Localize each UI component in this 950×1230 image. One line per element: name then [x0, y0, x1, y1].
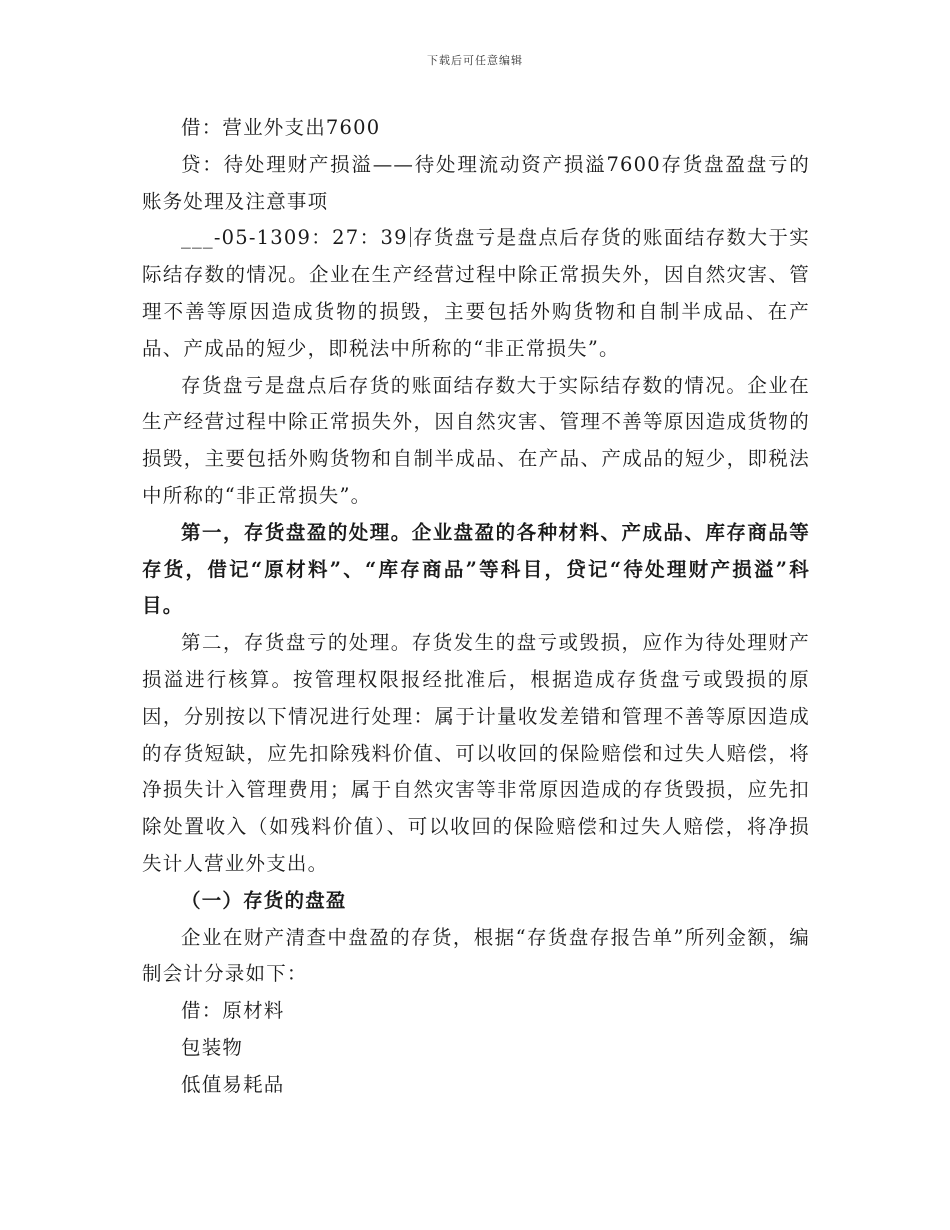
paragraph-debit-entry: 借：营业外支出7600	[181, 116, 381, 139]
paragraph-inventory-loss: 存货盘亏是盘点后存货的账面结存数大于实际结存数的情况。企业在生产经营过程中除正常损失外，因自然灾害、管理不善等原因造成货物的损毁，主要包括外购货物和自制半成品、在产品、产成品的短少，即税法中所称的“非正常损失”。	[142, 373, 810, 507]
paragraph-surplus-handling: 第一，存货盘盈的处理。企业盘盈的各种材料、产成品、库存商品等存货，借记“原材料”、“库存商品”等科目，贷记“待处理财产损溢”科目。	[142, 520, 810, 618]
intro-text: 存货盘亏是盘点后存货的账面结存数大于实际结存数的情况。企业在生产经营过程中除正常损失外，因自然灾害、管理不善等原因造成货物的损毁，主要包括外购货物和自制半成品、在产品、产成品的短少，即税法中所称的“非正常损失”。	[142, 226, 810, 360]
page-header: 下载后可任意编辑	[427, 54, 523, 67]
paragraph-loss-handling: 第二，存货盘亏的处理。存货发生的盘亏或毁损，应作为待处理财产损溢进行核算。按管理权限报经批准后，根据造成存货盘亏或毁损的原因，分别按以下情况进行处理：属于计量收发差错和管理不善等原因造成的存货短缺，应先扣除残料价值、可以收回的保险赔偿和过失人赔偿，将净损失计入管理费用；属于自然灾害等非常原因造成的存货毁损，应先扣除处置收入（如残料价值）、可以收回的保险赔偿和过失人赔偿，将净损失计人营业外支出。	[142, 631, 810, 875]
paragraph-surplus-entry: 企业在财产清查中盘盈的存货，根据“存货盘存报告单”所列金额，编制会计分录如下：	[142, 925, 810, 986]
paragraph-timestamp-intro	[142, 220, 810, 367]
section-heading-surplus: （一）存货的盘盈	[181, 888, 347, 912]
text-cursor-bar	[410, 227, 411, 247]
entry-line-raw-materials: 借：原材料	[181, 999, 285, 1023]
document-body	[142, 110, 810, 1104]
paragraph-credit-entry: 贷：待处理财产损溢——待处理流动资产损溢7600存货盘盈盘亏的账务处理及注意事项	[142, 152, 810, 213]
entry-line-low-value-items: 低值易耗品	[181, 1072, 285, 1096]
timestamp-prefix: ___-05-1309：27：39	[181, 226, 408, 250]
entry-line-packaging: 包装物	[181, 1035, 244, 1059]
